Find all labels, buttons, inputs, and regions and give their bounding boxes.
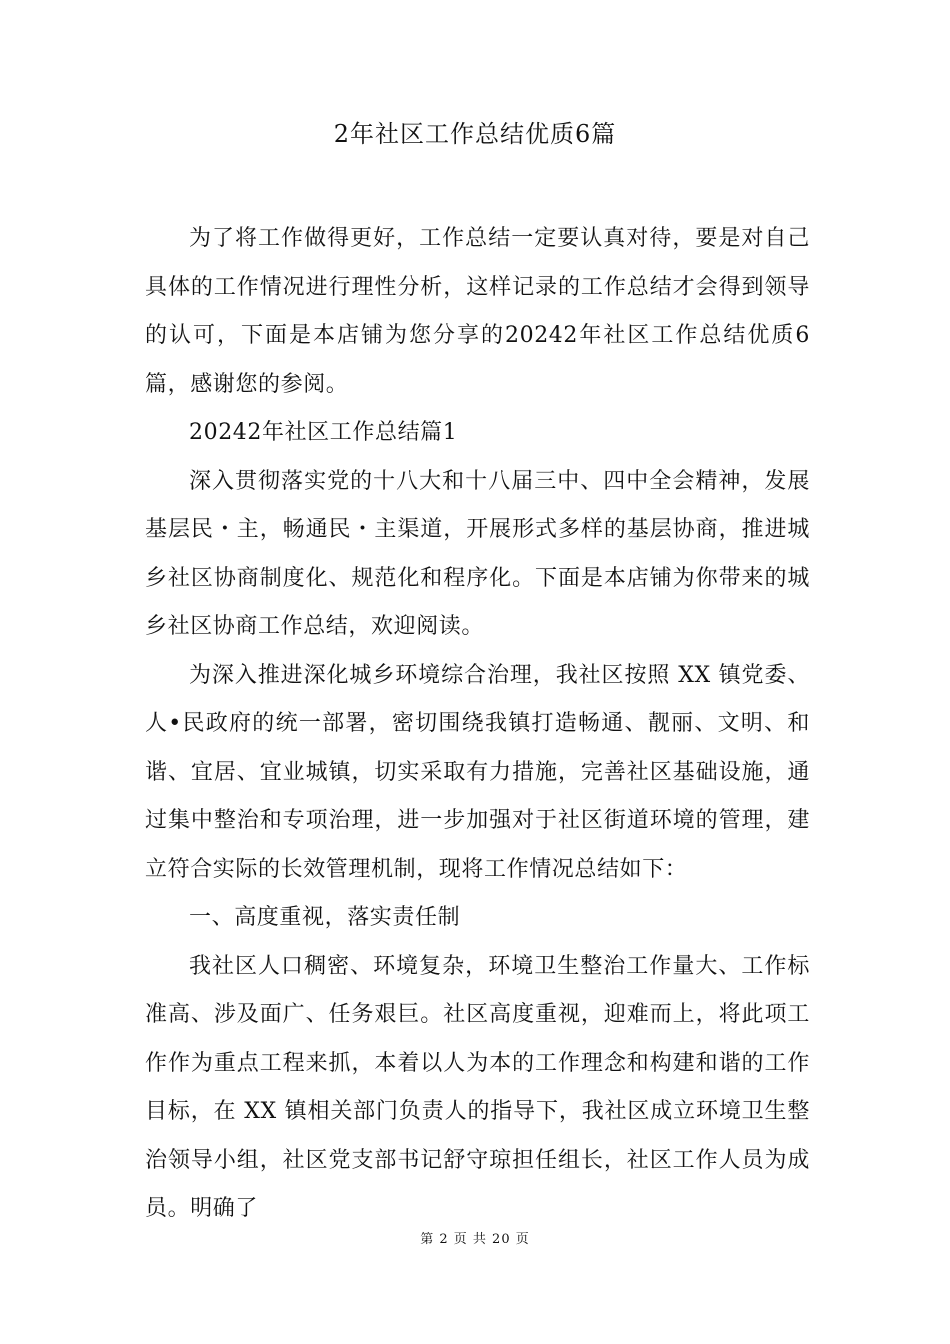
document-body (145, 215, 810, 1234)
paragraph-community-situation: 我社区人口稠密、环境复杂，环境卫生整治工作量大、工作标准高、涉及面广、任务艰巨。社区高度重视，迎难而上，将此项工作作为重点工程来抓，本着以人为本的工作理念和构建和谐的工作目标，在 XX 镇相关部门负责人的指导下，我社区成立环境卫生整治领导小组，社区党支部书记舒守琼担任组长，社区工作人员为成员。明确了 (145, 953, 810, 1221)
section-heading-article-1: 20242年社区工作总结篇1 (189, 420, 458, 445)
paragraph-environment: 为深入推进深化城乡环境综合治理，我社区按照 XX 镇党委、人•民政府的统一部署，密切围绕我镇打造畅通、靓丽、文明、和谐、宜居、宜业城镇，切实采取有力措施，完善社区基础设施，通过集中整治和专项治理，进一步加强对于社区街道环境的管理，建立符合实际的长效管理机制，现将工作情况总结如下： (145, 662, 810, 882)
section-heading-responsibility: 一、高度重视，落实责任制 (189, 905, 461, 930)
page-number-footer: 第 2 页 共 20 页 (420, 1232, 530, 1247)
paragraph-intro: 为了将工作做得更好，工作总结一定要认真对待，要是对自己具体的工作情况进行理性分析，这样记录的工作总结才会得到领导的认可，下面是本店铺为您分享的20242年社区工作总结优质6篇，感谢您的参阅。 (145, 226, 810, 397)
document-title: 2年社区工作总结优质6篇 (333, 120, 617, 148)
paragraph-consultation: 深入贯彻落实党的十八大和十八届三中、四中全会精神，发展基层民・主，畅通民・主渠道，开展形式多样的基层协商，推进城乡社区协商制度化、规范化和程序化。下面是本店铺为你带来的城乡社区协商工作总结，欢迎阅读。 (145, 468, 810, 639)
